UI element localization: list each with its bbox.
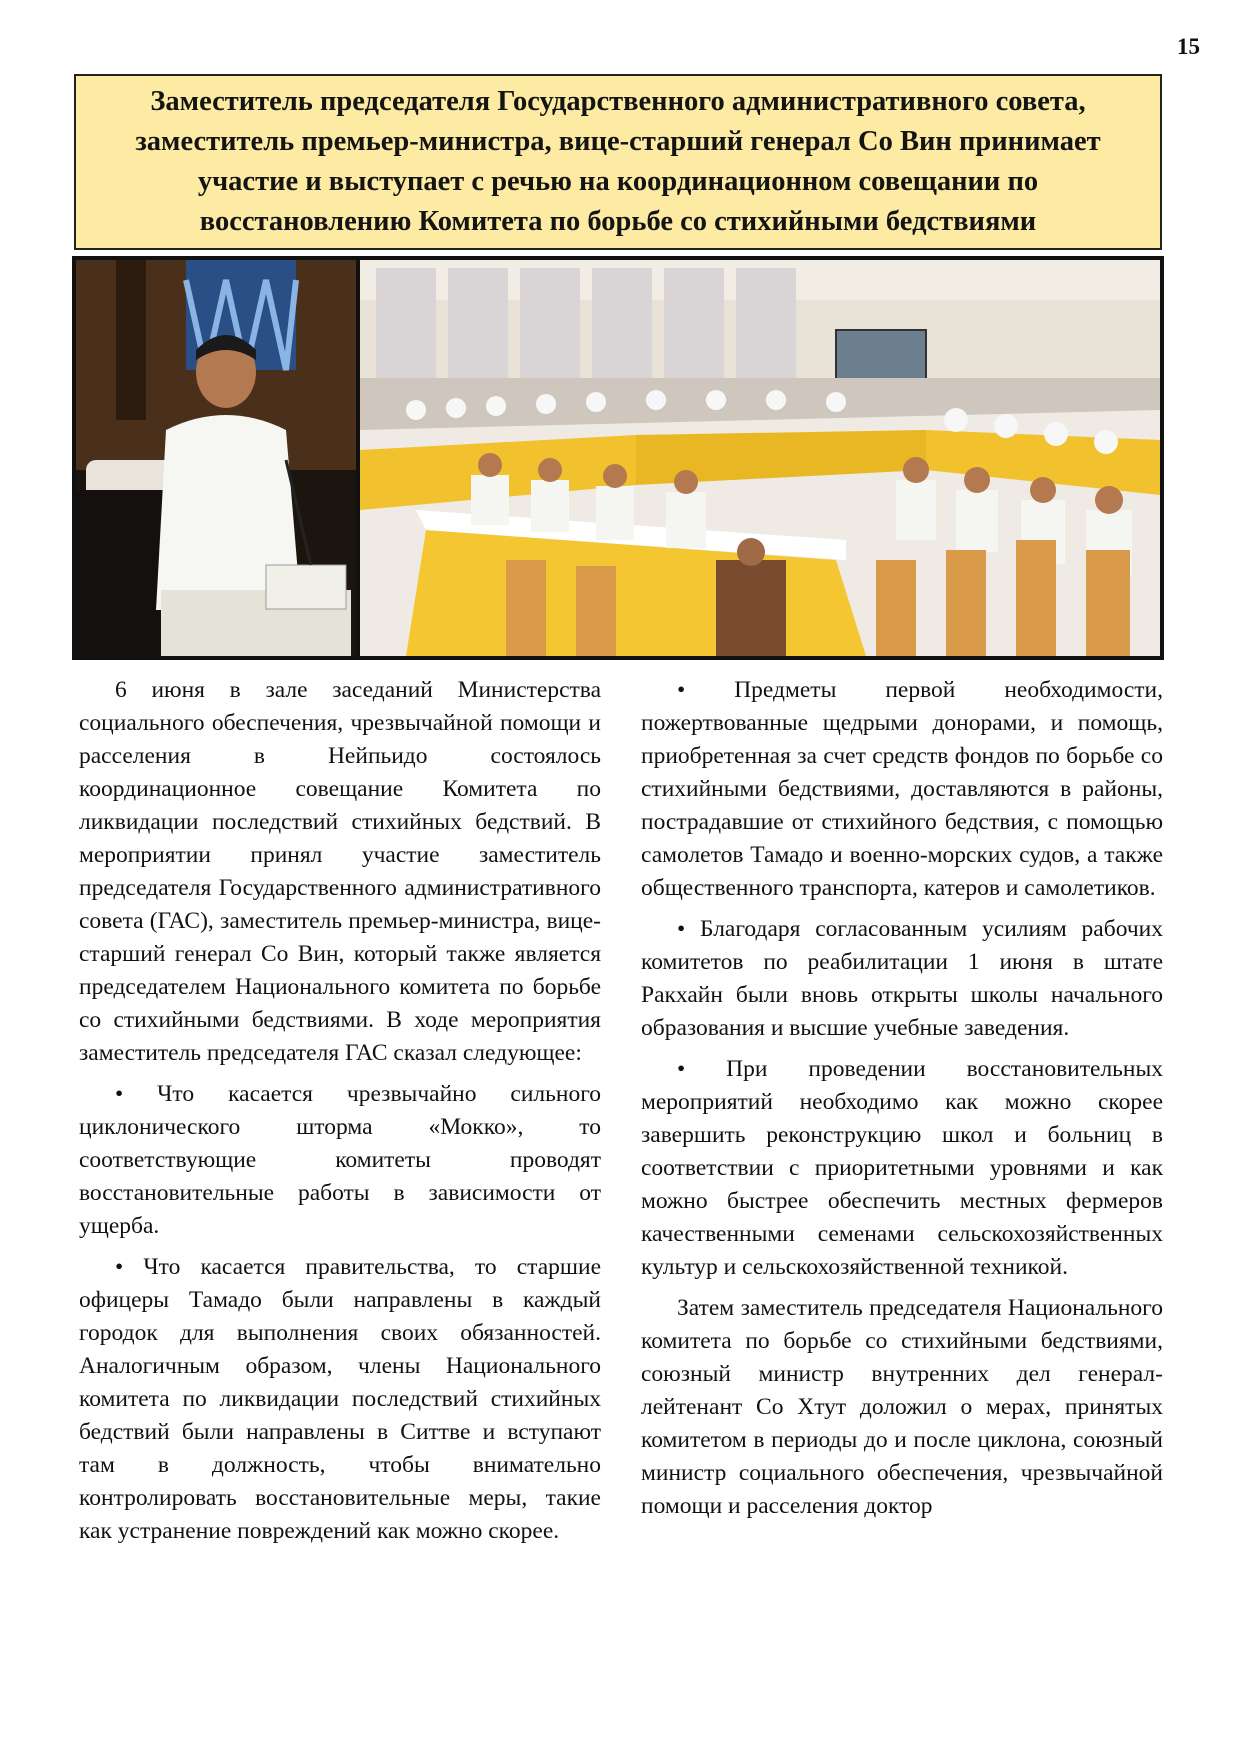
page-number: 15 bbox=[1177, 34, 1200, 59]
bullet-cyclone-mocha: • Что касается чрезвычайно сильного циклонического шторма «Мокко», то соответствующие комитеты проводят восстановительные работы в зависимости от ущерба. bbox=[79, 1081, 601, 1239]
bullet-government-officers: • Что касается правительства, то старшие офицеры Тамадо были направлены в каждый городок для выполнения своих обязанностей. Аналогичным образом, члены Национального комитета по ликвидации последствий стихийных бедствий были направлены в Ситтве и вступают там в должность, чтобы внимательно контролировать восстановительные меры, такие как устранение повреждений как можно скорее. bbox=[79, 1254, 601, 1544]
photo-speaker bbox=[76, 260, 356, 656]
bullet-donations: • Предметы первой необходимости, пожертвованные щедрыми донорами, и помощь, приобретенная за счет средств фондов по борьбе со стихийными бедствиями, доставляются в районы, пострадавшие от стихийного бедствия, с помощью самолетов Тамадо и военно-морских судов, а также общественного транспорта, катеров и самолетиков. bbox=[641, 677, 1163, 901]
right-column bbox=[641, 674, 1163, 1531]
bullet-reconstruction: • При проведении восстановительных мероприятий необходимо как можно скорее завершить реконструкцию школ и больниц в соответствии с приоритетными уровнями и как можно быстрее обеспечить местных фермеров качественными семенами сельскохозяйственных культур и сельскохозяйственной техникой. bbox=[641, 1056, 1163, 1280]
photo-meeting-hall bbox=[360, 260, 1160, 656]
left-column bbox=[79, 674, 601, 1556]
paragraph-reports: Затем заместитель председателя Национального комитета по борьбе со стихийными бедствиями, союзный министр внутренних дел генерал-лейтенант Со Хтут доложил о мерах, принятых комитетом в периоды до и после циклона, союзный министр социального обеспечения, чрезвычайной помощи и расселения доктор bbox=[641, 1295, 1163, 1519]
article-title: Заместитель председателя Государственного административного совета, заместитель премьер-министра, вице-старший генерал Со Вин принимает участие и выступает с речью на координационном совещании по восстановлению Комитета по борьбе со стихийными бедствиями bbox=[135, 86, 1101, 237]
photo-frame bbox=[72, 256, 1164, 660]
paragraph-intro: 6 июня в зале заседаний Министерства социального обеспечения, чрезвычайной помощи и расселения в Нейпьидо состоялось координационное совещание Комитета по ликвидации последствий стихийных бедствий. В мероприятии принял участие заместитель председателя Государственного административного совета (ГАС), заместитель премьер-министра, вице-старший генерал Со Вин, который также является председателем Национального комитета по борьбе со стихийными бедствиями. В ходе мероприятия заместитель председателя ГАС сказал следующее: bbox=[79, 677, 601, 1066]
bullet-schools-reopened: • Благодаря согласованным усилиям рабочих комитетов по реабилитации 1 июня в штате Ракхайн были вновь открыты школы начального образования и высшие учебные заведения. bbox=[641, 916, 1163, 1041]
article-title-box bbox=[74, 74, 1162, 250]
